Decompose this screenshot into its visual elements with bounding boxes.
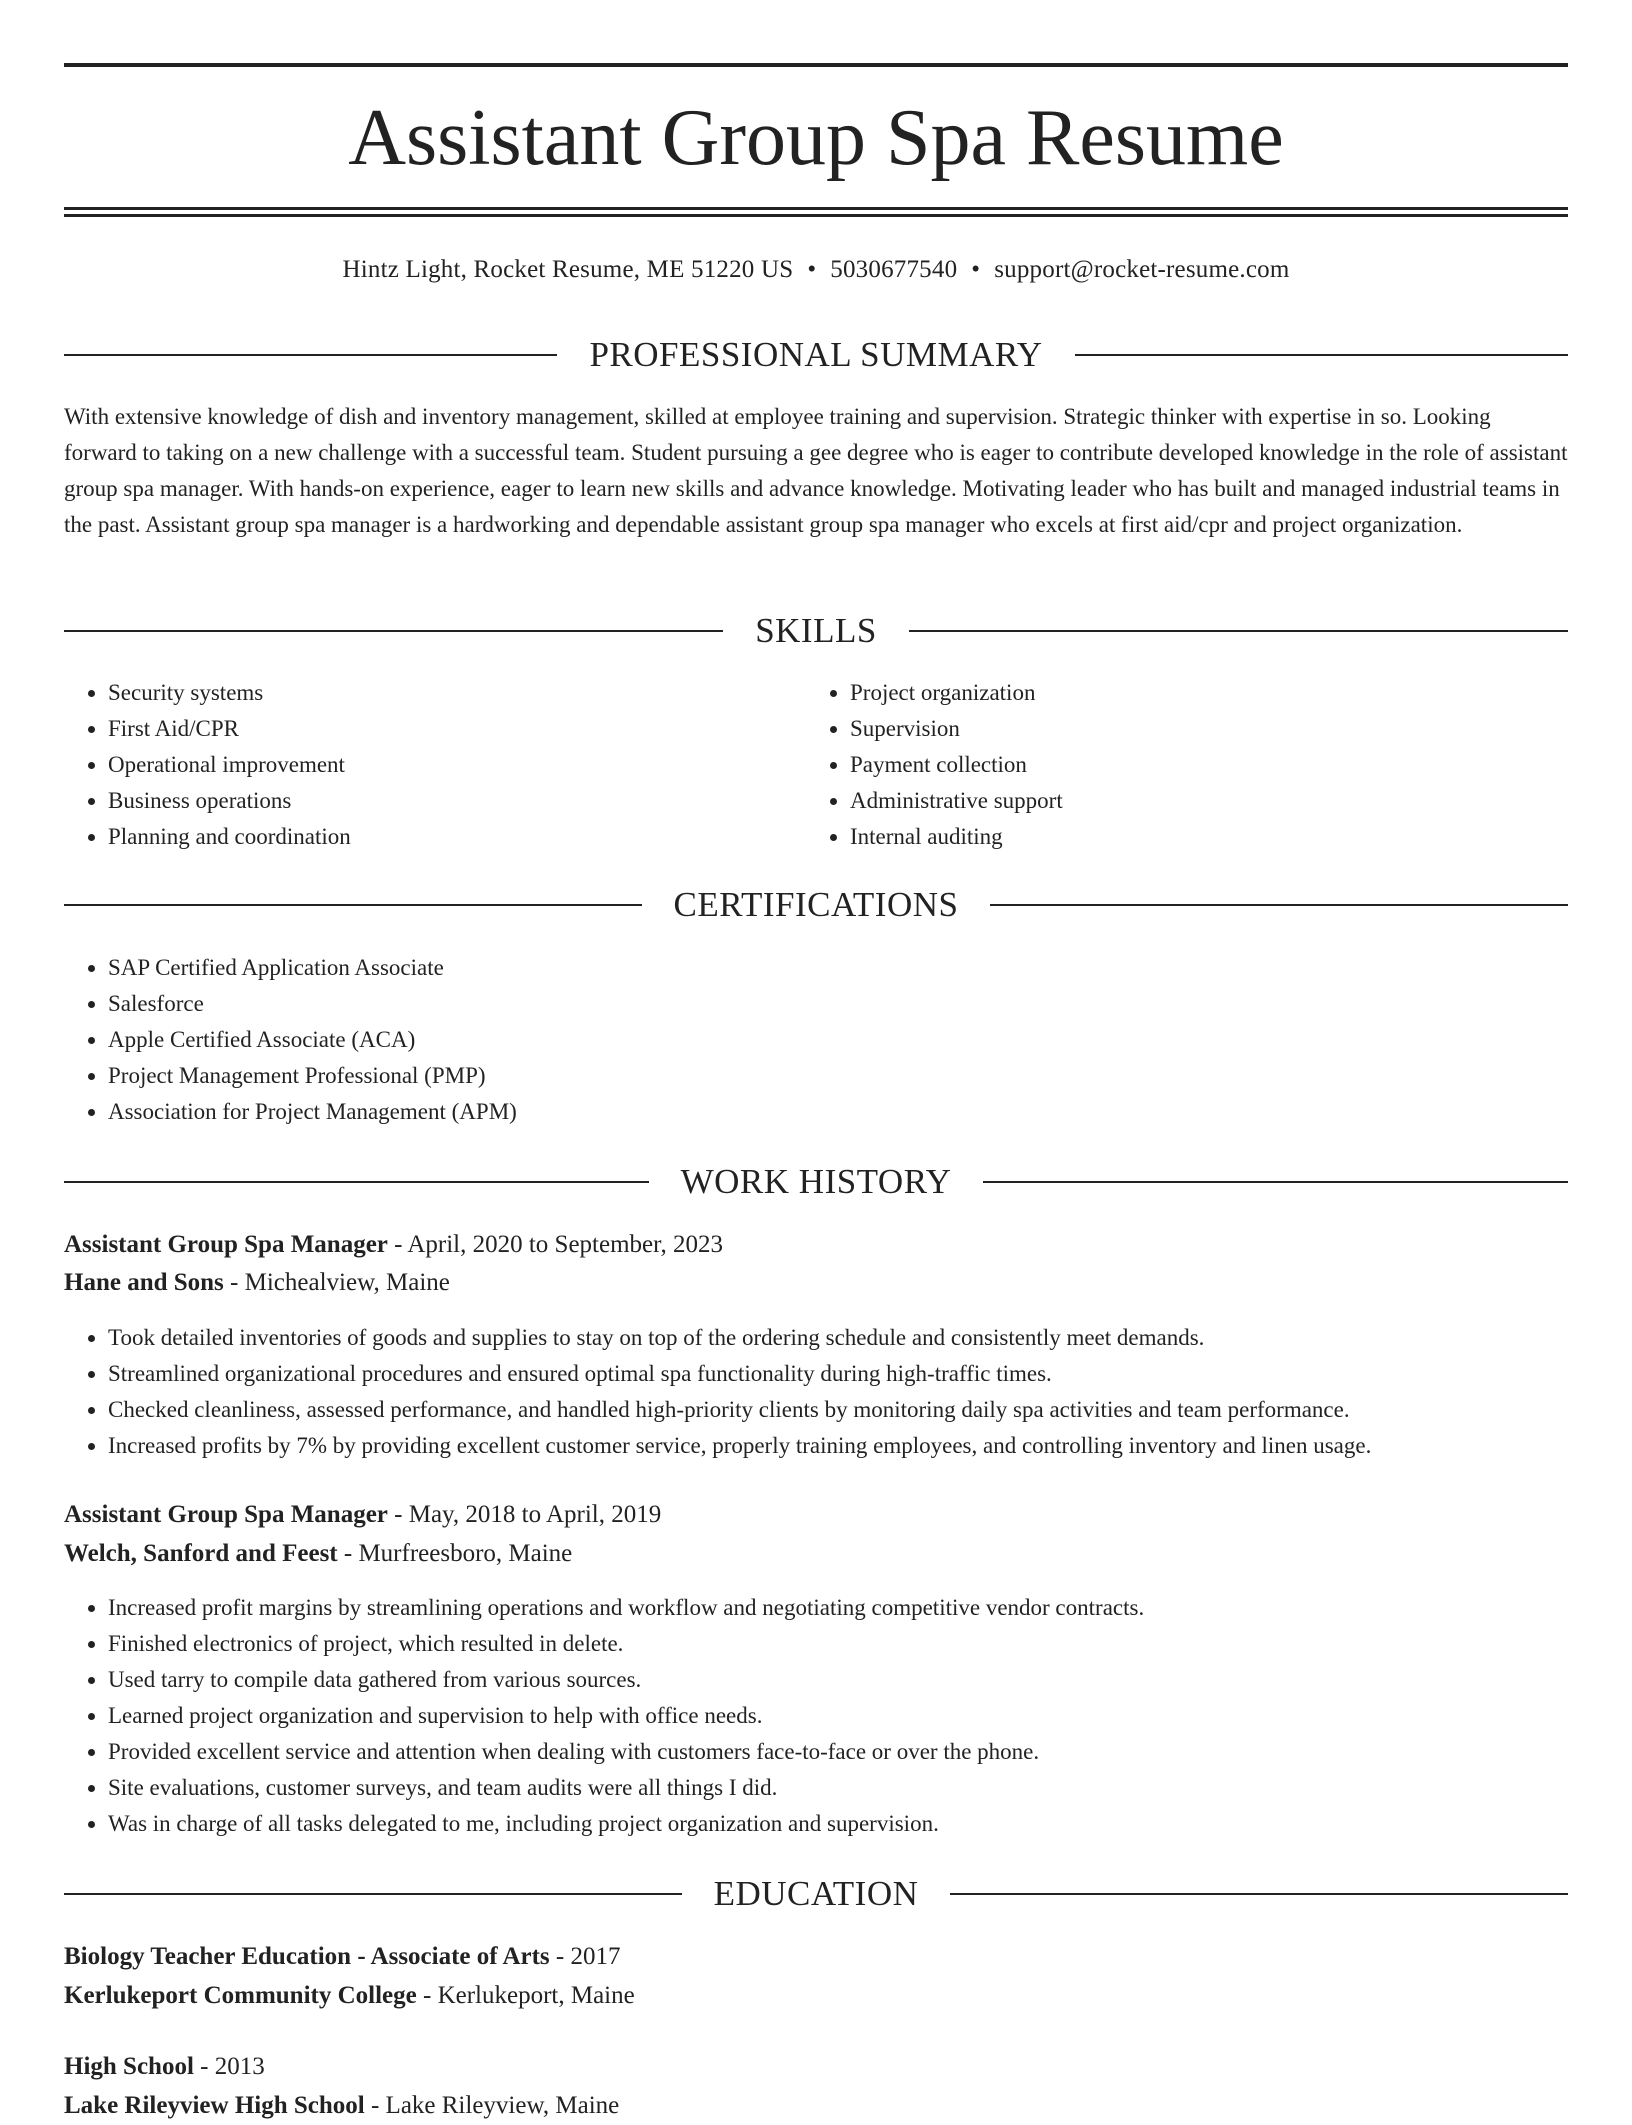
contact-address: Hintz Light, Rocket Resume, ME 51220 US <box>342 256 794 283</box>
dash: - <box>343 1540 353 1567</box>
job-dates: April, 2020 to September, 2023 <box>407 1231 723 1258</box>
job-location: Murfreesboro, Maine <box>358 1540 573 1567</box>
certification-item: • Apple Certified Associate (ACA) <box>108 1022 1508 1058</box>
certification-item: • Project Management Professional (PMP) <box>108 1058 1508 1094</box>
education-school: Lake Rileyview High School <box>64 2092 365 2119</box>
skill-item: • Project organization <box>850 675 1550 711</box>
contact-line <box>64 252 1568 288</box>
resume-title: Assistant Group Spa Resume <box>348 94 1284 182</box>
dash: - <box>230 1269 239 1296</box>
heading-rule <box>64 354 557 356</box>
work-heading-label: WORK HISTORY <box>680 1162 952 1201</box>
skill-item: • Business operations <box>108 783 808 819</box>
education-degree: High School <box>64 2053 194 2080</box>
job-title: Assistant Group Spa Manager <box>64 1231 388 1258</box>
education-degree-line <box>64 2048 1568 2086</box>
heading-rule <box>64 1893 682 1895</box>
heading-rule <box>950 1893 1568 1895</box>
skills-list-left <box>64 675 808 855</box>
education-school-line <box>64 2087 1568 2125</box>
contact-phone: 5030677540 <box>830 256 958 283</box>
dash: - <box>422 1982 432 2009</box>
job-company: Hane and Sons <box>64 1269 224 1296</box>
job-dates: May, 2018 to April, 2019 <box>408 1501 662 1528</box>
education-location: Kerlukeport, Maine <box>437 1982 635 2009</box>
education-degree-line <box>64 1938 1568 1976</box>
contact-separator: • <box>807 256 817 283</box>
title-double-rule <box>64 207 1568 217</box>
job-bullet: • Used tarry to compile data gathered from various sources. <box>108 1662 1588 1698</box>
dash: - <box>394 1231 403 1258</box>
job-bullet: • Site evaluations, customer surveys, and team audits were all things I did. <box>108 1770 1588 1806</box>
job-title-line <box>64 1496 1568 1534</box>
education-year: 2013 <box>214 2053 265 2080</box>
education-school-line <box>64 1977 1568 2015</box>
skill-item: • Operational improvement <box>108 747 808 783</box>
skill-item: • Payment collection <box>850 747 1550 783</box>
skills-heading <box>64 608 1568 654</box>
heading-rule <box>64 904 642 906</box>
dash: - <box>370 2092 380 2119</box>
heading-rule <box>990 904 1568 906</box>
heading-rule <box>1075 354 1568 356</box>
certification-item: • SAP Certified Application Associate <box>108 950 1508 986</box>
certification-item: • Salesforce <box>108 986 1508 1022</box>
summary-heading <box>64 332 1568 378</box>
dash: - <box>555 1943 565 1970</box>
skill-item: • Administrative support <box>850 783 1550 819</box>
job-bullet: • Finished electronics of project, which resulted in delete. <box>108 1626 1588 1662</box>
job-company-line <box>64 1535 1568 1573</box>
job-bullet: • Checked cleanliness, assessed performance, and handled high-priority clients by monitoring daily spa activities and team performance. <box>108 1392 1588 1428</box>
contact-separator: • <box>971 256 981 283</box>
heading-rule <box>983 1181 1568 1183</box>
education-heading <box>64 1871 1568 1917</box>
job-bullet: • Took detailed inventories of goods and supplies to stay on top of the ordering schedule and consistently meet demands. <box>108 1320 1588 1356</box>
job-bullet: • Was in charge of all tasks delegated to me, including project organization and supervision. <box>108 1806 1588 1842</box>
skill-item: • First Aid/CPR <box>108 711 808 747</box>
skill-item: • Security systems <box>108 675 808 711</box>
job-bullets <box>64 1320 1588 1464</box>
job-title-line <box>64 1226 1568 1264</box>
skills-list-right <box>806 675 1550 855</box>
certifications-heading-label: CERTIFICATIONS <box>673 885 959 924</box>
skills-heading-label: SKILLS <box>755 611 877 650</box>
education-location: Lake Rileyview, Maine <box>385 2092 620 2119</box>
job-title: Assistant Group Spa Manager <box>64 1501 388 1528</box>
job-bullet: • Learned project organization and supervision to help with office needs. <box>108 1698 1588 1734</box>
job-location: Michealview, Maine <box>244 1269 450 1296</box>
dash: - <box>394 1501 403 1528</box>
education-heading-label: EDUCATION <box>713 1874 919 1913</box>
job-company: Welch, Sanford and Feest <box>64 1540 338 1567</box>
education-school: Kerlukeport Community College <box>64 1982 417 2009</box>
top-rule <box>64 63 1568 67</box>
heading-rule <box>909 630 1568 632</box>
contact-email: support@rocket-resume.com <box>994 256 1290 283</box>
certifications-heading <box>64 882 1568 928</box>
summary-text: With extensive knowledge of dish and inventory management, skilled at employee training and supervision. Strategic thinker with expertise in so. Looking forward to taking on a new challenge with a successful team. Student pursuing a gee degree who is eager to contribute developed knowledge in the role of assistant group spa manager. With hands-on experience, eager to learn new skills and advance knowledge. Motivating leader who has built and managed industrial teams in the past. Assistant group spa manager is a hardworking and dependable assistant group spa manager who excels at first aid/cpr and project organization. <box>64 404 1568 537</box>
skill-item: • Supervision <box>850 711 1550 747</box>
certification-item: • Association for Project Management (APM) <box>108 1094 1508 1130</box>
skill-item: • Planning and coordination <box>108 819 808 855</box>
heading-rule <box>64 630 723 632</box>
job-bullet: • Provided excellent service and attention when dealing with customers face-to-face or over the phone. <box>108 1734 1588 1770</box>
education-year: 2017 <box>570 1943 621 1970</box>
skill-item: • Internal auditing <box>850 819 1550 855</box>
job-bullet: • Streamlined organizational procedures and ensured optimal spa functionality during high-traffic times. <box>108 1356 1588 1392</box>
education-degree: Biology Teacher Education - Associate of Arts <box>64 1943 550 1970</box>
certifications-list <box>64 950 1508 1130</box>
heading-rule <box>64 1181 649 1183</box>
summary-heading-label: PROFESSIONAL SUMMARY <box>589 335 1043 374</box>
job-bullet: • Increased profit margins by streamlining operations and workflow and negotiating competitive vendor contracts. <box>108 1590 1588 1626</box>
job-bullet: • Increased profits by 7% by providing excellent customer service, properly training employees, and controlling inventory and linen usage. <box>108 1428 1588 1464</box>
job-bullets <box>64 1590 1588 1842</box>
work-heading <box>64 1159 1568 1205</box>
dash: - <box>200 2053 209 2080</box>
job-company-line <box>64 1264 1568 1302</box>
